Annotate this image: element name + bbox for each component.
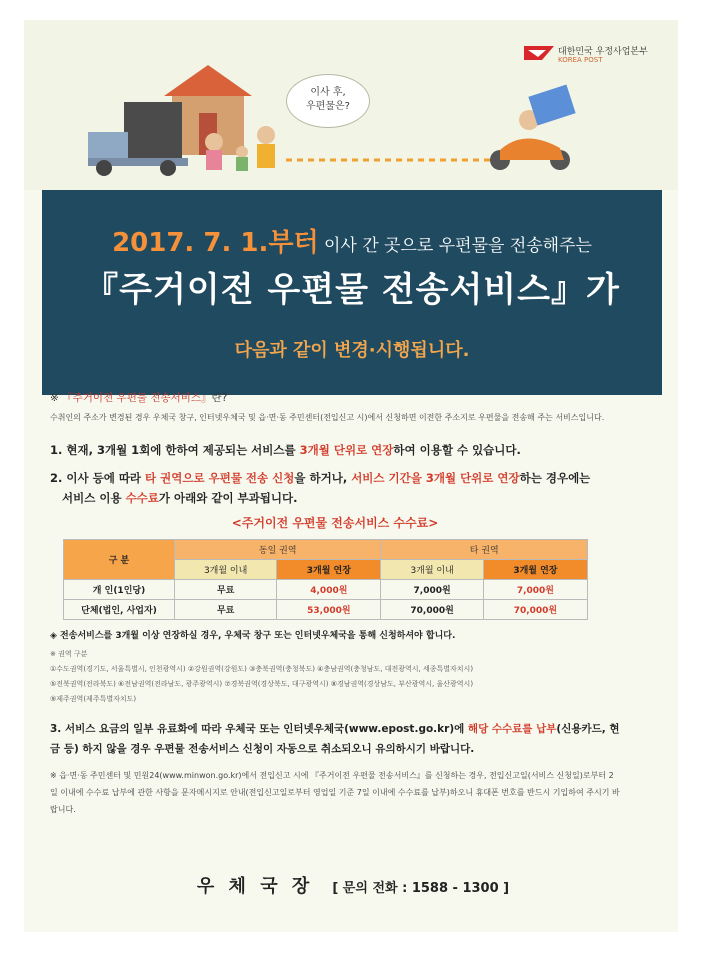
note-mark: ※ (50, 392, 63, 404)
service-definition-text: 수취인의 주소가 변경된 경우 우체국 창구, 인터넷우체국 및 읍·면·동 주민센터(전입신고 시)에서 신청하면 이전한 주소지로 우편물을 전송해 주는 서비스입니다. (50, 413, 605, 422)
header-category: 구 분 (64, 540, 175, 580)
regions-line3: ⑨제주권역(제주특별자치도) (50, 695, 137, 703)
item1-text-a: 1. 현재, 3개월 1회에 한하여 제공되는 서비스를 (50, 443, 300, 457)
title-banner (42, 190, 662, 395)
note-title-suffix: 란? (211, 392, 228, 404)
bubble-text: 이사 후, 우편물은? (306, 87, 350, 112)
header-same-within: 3개월 이내 (175, 560, 277, 580)
org-name-en: KOREA POST (558, 56, 603, 64)
item-3 (50, 719, 620, 759)
effective-date: 2017. 7. 1.부터 (112, 228, 319, 258)
service-definition-title (50, 390, 620, 405)
item3-text-b: (신용카드, 현금 등) 하지 않을 경우 우편물 전송서비스 신청이 자동으로 취소되오니 유의하시기 바랍니다. (50, 723, 620, 755)
post-logo-icon (524, 42, 554, 64)
banner-line1-text: 이사 간 곳으로 우편물을 전송해주는 (318, 236, 592, 256)
fee-table (63, 539, 588, 620)
item2-highlight-2: 서비스 기간을 3개월 단위로 연장 (351, 471, 520, 485)
contact-phone: [ 문의 전화 : 1588 - 1300 ] (332, 881, 510, 896)
regions-line2: ⑤전북권역(전라북도) ⑥전남권역(전라남도, 광주광역시) ⑦경북권역(경상북도, 대구광역시) ⑧경남권역(경상남도, 부산광역시, 울산광역시) (50, 680, 474, 688)
resident-center-note: ※ 읍·면·동 주민센터 및 민원24(www.minwon.go.kr)에서 전입신고 시에 『주거이전 우편물 전송서비스』를 신청하는 경우, 전입신고일(서비스 신청일)로부터 2일 이내에 수수료 납부에 관한 사항을 문자메시지로 안내(전입신고일로부터 영업일 기준 7일 이내에 수수료를 납부)하오니 휴대폰 번호를 반드시 기입하여 주시기 바랍니다. (50, 771, 620, 814)
row-label: 단체(법인, 사업자) (64, 600, 175, 620)
cell-same-extend: 4,000원 (277, 580, 381, 600)
item2-text-c: 하는 경우에는 (519, 471, 591, 485)
row-label: 개 인(1인당) (64, 580, 175, 600)
item-1 (50, 440, 620, 460)
item-2 (50, 468, 620, 508)
cell-same-within: 무료 (175, 600, 277, 620)
main-content (50, 390, 620, 818)
item3-highlight: 해당 수수료를 납부 (467, 723, 557, 735)
header-same-region: 동일 권역 (175, 540, 381, 560)
header-same-extend: 3개월 연장 (277, 560, 381, 580)
item2-highlight-3: 수수료 (125, 491, 159, 505)
banner-line3: 다음과 같이 변경·시행됩니다. (234, 340, 470, 361)
issuer: 우 체 국 장 (196, 876, 314, 897)
speech-bubble (286, 74, 370, 128)
item3-text-a: 3. 서비스 요금의 일부 유료화에 따라 우체국 또는 인터넷우체국(www.epost.go.kr)에 (50, 723, 468, 735)
cell-other-within: 7,000원 (381, 580, 483, 600)
cell-same-within: 무료 (175, 580, 277, 600)
hero-illustration (24, 20, 678, 190)
note-title-red: 『주거이전 우편물 전송서비스』 (62, 392, 212, 404)
fee-table-title: <주거이전 우편물 전송서비스 수수료> (231, 516, 439, 530)
item2-highlight-1: 타 권역으로 우편물 전송 신청 (145, 471, 295, 485)
item2-text-e: 가 아래와 같이 부과됩니다. (158, 491, 298, 505)
cell-other-extend: 70,000원 (483, 600, 587, 620)
org-name-ko: 대한민국 우정사업본부 (558, 47, 648, 57)
cell-other-extend: 7,000원 (483, 580, 587, 600)
item2-text-a: 2. 이사 등에 따라 (50, 471, 146, 485)
table-row (64, 600, 588, 620)
item1-highlight: 3개월 단위로 연장 (299, 443, 394, 457)
item2-text-d: 서비스 이용 (62, 491, 126, 505)
korea-post-logo (524, 42, 674, 72)
cell-same-extend: 53,000원 (277, 600, 381, 620)
item1-text-b: 하여 이용할 수 있습니다. (393, 443, 521, 457)
item2-text-b: 을 하거나, (294, 471, 352, 485)
cell-other-within: 70,000원 (381, 600, 483, 620)
header-other-within: 3개월 이내 (381, 560, 483, 580)
regions-title: ※ 권역 구분 (50, 650, 88, 658)
service-title: 『주거이전 우편물 전송서비스』가 (84, 270, 620, 310)
table-row (64, 580, 588, 600)
footer (0, 872, 706, 898)
regions-line1: ①수도권역(경기도, 서울특별시, 인천광역시) ②강원권역(강원도) ③충북권역(충청북도) ④충남권역(충청남도, 대전광역시, 세종특별자치시) (50, 665, 474, 673)
region-classification (50, 647, 620, 707)
extension-footnote: ◈ 전송서비스를 3개월 이상 연장하실 경우, 우체국 창구 또는 인터넷우체국을 통해 신청하셔야 합니다. (50, 631, 456, 641)
header-other-region: 타 권역 (381, 540, 588, 560)
header-other-extend: 3개월 연장 (483, 560, 587, 580)
banner-line1 (42, 222, 662, 259)
